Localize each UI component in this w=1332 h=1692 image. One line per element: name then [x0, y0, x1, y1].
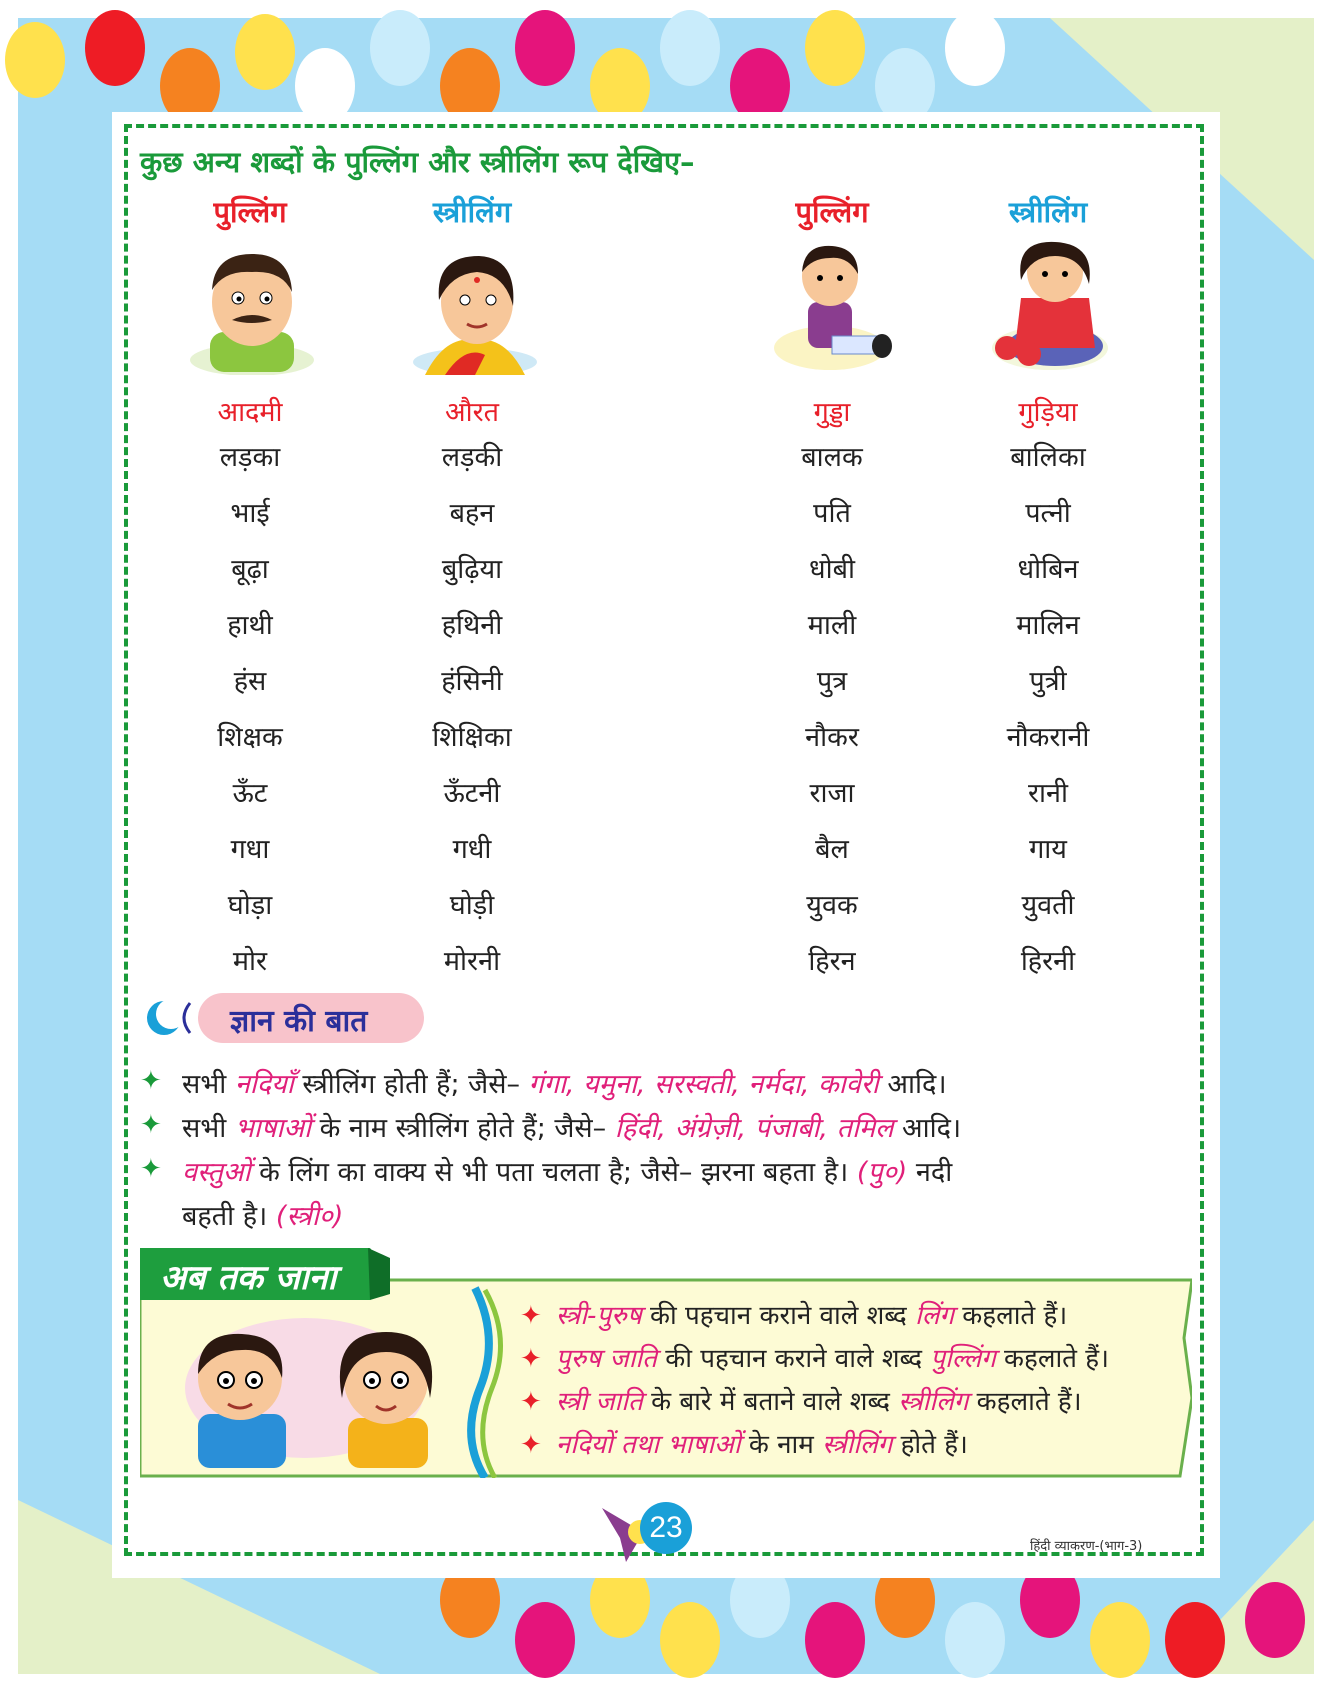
word-cell: गधा	[230, 834, 270, 865]
bullet-star-icon: ✦	[140, 1066, 162, 1096]
gyan-line-4: बहती है। (स्त्री०)	[182, 1201, 344, 1232]
word-cell: धोबी	[808, 554, 855, 585]
gyan-line-1: सभी नदियाँ स्त्रीलिंग होती हैं; जैसे– गंगा, यमुना, सरस्वती, नर्मदा, कावेरी आदि।	[182, 1069, 947, 1100]
word-cell: पति	[813, 498, 851, 529]
word-cell: शिक्षक	[217, 722, 283, 753]
summary-banner-title: अब तक जाना	[160, 1258, 337, 1298]
red-star-icon: ✦	[520, 1344, 542, 1374]
man-illustration	[182, 240, 322, 375]
word-cell: आदमी	[217, 397, 283, 428]
boy-doll-illustration	[770, 238, 900, 378]
word-cell: बालक	[801, 442, 863, 473]
gyan-line-3: वस्तुओं के लिंग का वाक्य से भी पता चलता है; जैसे– झरना बहता है। (पु०) नदी	[182, 1157, 953, 1188]
word-cell: घोड़ा	[227, 890, 273, 921]
book-title-footer: हिंदी व्याकरण-(भाग-3)	[1030, 1539, 1143, 1554]
page-number: 23	[640, 1502, 692, 1554]
word-cell: लड़का	[219, 442, 281, 473]
word-cell: माली	[807, 610, 857, 641]
column-header-striling-2: स्त्रीलिंग	[1008, 195, 1088, 229]
word-cell: हिरनी	[1020, 946, 1076, 977]
word-cell: पुत्र	[816, 666, 848, 697]
section-heading: कुछ अन्य शब्दों के पुल्लिंग और स्त्रीलिंग रूप देखिए–	[140, 145, 695, 179]
girl-doll-illustration	[985, 236, 1115, 376]
word-cell: बूढ़ा	[231, 554, 269, 585]
boy-illustration	[168, 1318, 318, 1468]
word-cell: गाय	[1029, 834, 1067, 865]
word-cell: मालिन	[1016, 610, 1080, 641]
red-star-icon: ✦	[520, 1387, 542, 1417]
word-cell: बुढ़िया	[441, 554, 503, 585]
word-cell: बैल	[815, 834, 849, 865]
word-cell: गुड्डा	[813, 397, 851, 428]
summary-item-3: ✦ स्त्री जाति के बारे में बताने वाले शब्द स्त्रीलिंग कहलाते हैं।	[520, 1387, 1082, 1417]
word-cell: गधी	[452, 834, 492, 865]
word-cell: हाथी	[227, 610, 273, 641]
column-header-striling-1: स्त्रीलिंग	[432, 195, 512, 229]
bullet-star-icon: ✦	[140, 1110, 162, 1140]
word-cell: नौकरानी	[1006, 722, 1090, 753]
word-cell: युवती	[1021, 890, 1075, 921]
word-cell: मोर	[232, 946, 268, 977]
word-cell: भाई	[230, 498, 270, 529]
word-cell: बहन	[449, 498, 495, 529]
summary-item-4: ✦ नदियों तथा भाषाओं के नाम स्त्रीलिंग होते हैं।	[520, 1430, 968, 1460]
word-cell: धोबिन	[1017, 554, 1079, 585]
bullet-star-icon: ✦	[140, 1154, 162, 1184]
word-cell: ऊँट	[232, 778, 268, 809]
word-cell: राजा	[809, 778, 855, 809]
summary-item-1: ✦ स्त्री-पुरुष की पहचान कराने वाले शब्द लिंग कहलाते हैं।	[520, 1301, 1068, 1331]
word-cell: गुड़िया	[1018, 397, 1078, 428]
word-cell: पुत्री	[1029, 666, 1067, 697]
girl-illustration	[308, 1318, 458, 1468]
word-cell: औरत	[444, 397, 500, 428]
word-cell: हंसिनी	[441, 666, 503, 697]
word-cell: शिक्षिका	[432, 722, 512, 753]
column-header-pulling-2: पुल्लिंग	[795, 195, 869, 229]
word-cell: मोरनी	[443, 946, 501, 977]
word-cell: बालिका	[1010, 442, 1086, 473]
woman-illustration	[405, 240, 545, 375]
gyan-title: ज्ञान की बात	[230, 1004, 368, 1039]
word-cell: हथिनी	[441, 610, 503, 641]
word-cell: हिरन	[808, 946, 856, 977]
word-cell: घोड़ी	[449, 890, 495, 921]
word-cell: नौकर	[805, 722, 859, 753]
word-cell: युवक	[806, 890, 858, 921]
gyan-line-2: सभी भाषाओं के नाम स्त्रीलिंग होते हैं; जैसे– हिंदी, अंग्रेज़ी, पंजाबी, तमिल आदि।	[182, 1113, 962, 1144]
column-header-pulling-1: पुल्लिंग	[213, 195, 287, 229]
red-star-icon: ✦	[520, 1301, 542, 1331]
word-cell: लड़की	[441, 442, 503, 473]
word-cell: हंस	[233, 666, 267, 697]
red-star-icon: ✦	[520, 1430, 542, 1460]
word-cell: ऊँटनी	[443, 778, 501, 809]
crescent-icon	[140, 998, 202, 1038]
word-cell: रानी	[1027, 778, 1068, 809]
summary-item-2: ✦ पुरुष जाति की पहचान कराने वाले शब्द पुल्लिंग कहलाते हैं।	[520, 1344, 1109, 1374]
word-cell: पत्नी	[1025, 498, 1071, 529]
